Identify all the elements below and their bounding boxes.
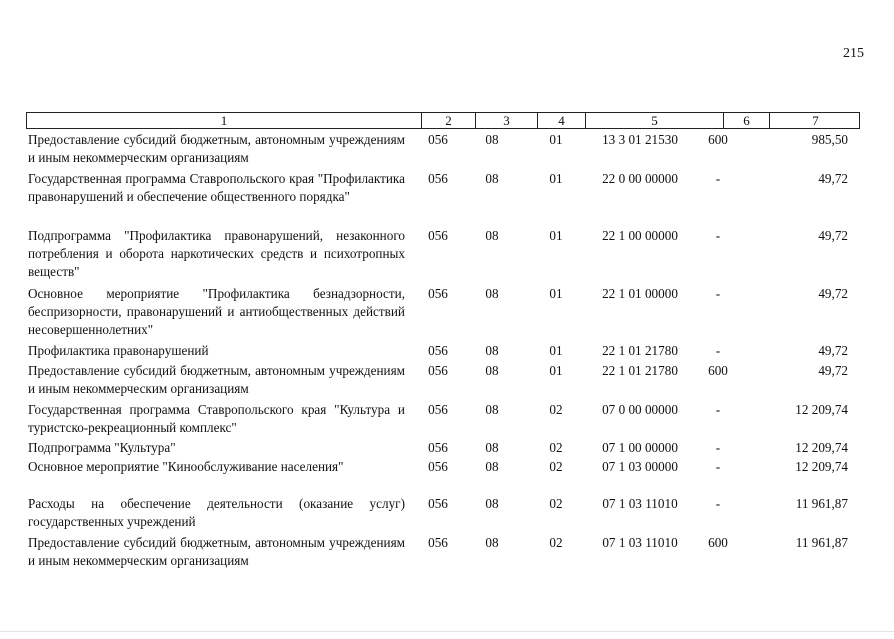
row-code-section: 08 [485,343,499,358]
row-description: Предоставление субсидий бюджетным, автономным учреждениям и иным некоммерческим организациям [28,363,405,396]
row-code-target: 07 1 00 00000 [602,440,678,455]
row-code-target: 07 0 00 00000 [602,402,678,417]
row-code-subsection: 02 [549,402,563,417]
header-col-6: 6 [723,113,769,128]
row-code-subsection: 02 [549,535,563,550]
row-code-ministry: 056 [428,228,448,243]
row-code-expense-type: - [715,286,721,301]
row-description: Основное мероприятие "Кинообслуживание населения" [28,459,344,474]
row-code-target: 22 1 00 00000 [602,228,678,243]
row-amount: 49,72 [818,228,848,243]
row-code-expense-type: - [715,496,721,511]
header-col-1: 1 [220,113,228,128]
row-code-section: 08 [485,440,499,455]
row-code-expense-type: 600 [708,132,728,147]
row-code-ministry: 056 [428,440,448,455]
row-code-expense-type: - [715,228,721,243]
row-code-subsection: 02 [549,496,563,511]
row-code-section: 08 [485,363,499,378]
row-code-target: 22 1 01 00000 [602,286,678,301]
row-code-expense-type: 600 [708,535,728,550]
row-code-expense-type: - [715,459,721,474]
row-code-subsection: 01 [549,171,563,186]
row-code-section: 08 [485,535,499,550]
row-code-expense-type: 600 [708,363,728,378]
row-amount: 11 961,87 [795,535,848,550]
row-code-subsection: 02 [549,440,563,455]
row-code-section: 08 [485,228,499,243]
row-description: Профилактика правонарушений [28,343,209,358]
row-code-ministry: 056 [428,459,448,474]
row-code-ministry: 056 [428,171,448,186]
row-code-target: 13 3 01 21530 [602,132,678,147]
row-code-expense-type: - [715,440,721,455]
row-code-target: 07 1 03 11010 [602,496,678,511]
row-code-expense-type: - [715,402,721,417]
header-col-5: 5 [585,113,723,128]
row-code-ministry: 056 [428,286,448,301]
row-description: Расходы на обеспечение деятельности (оказание услуг) государственных учреждений [28,496,405,529]
row-code-subsection: 01 [549,286,563,301]
row-amount: 49,72 [818,343,848,358]
row-code-subsection: 01 [549,363,563,378]
header-col-7: 7 [769,113,861,128]
scan-edge [0,631,894,632]
row-code-subsection: 01 [549,132,563,147]
row-code-subsection: 01 [549,343,563,358]
header-col-3: 3 [475,113,537,128]
row-description: Предоставление субсидий бюджетным, автономным учреждениям и иным некоммерческим организациям [28,535,405,568]
row-code-target: 07 1 03 00000 [602,459,678,474]
row-code-ministry: 056 [428,535,448,550]
row-code-section: 08 [485,459,499,474]
header-col-2: 2 [421,113,475,128]
row-code-ministry: 056 [428,496,448,511]
page-number: 215 [843,46,864,61]
row-code-ministry: 056 [428,363,448,378]
table-header [26,112,860,129]
row-code-section: 08 [485,132,499,147]
row-code-section: 08 [485,286,499,301]
row-code-subsection: 01 [549,228,563,243]
row-code-target: 07 1 03 11010 [602,535,678,550]
row-code-ministry: 056 [428,402,448,417]
row-code-section: 08 [485,496,499,511]
row-description: Основное мероприятие "Профилактика безнадзорности, беспризорности, правонарушений и антиобщественных действий несовершеннолетних" [28,286,405,337]
row-code-section: 08 [485,402,499,417]
row-code-ministry: 056 [428,132,448,147]
row-amount: 49,72 [818,171,848,186]
row-code-expense-type: - [715,343,721,358]
row-description: Подпрограмма "Культура" [28,440,176,455]
row-amount: 11 961,87 [795,496,848,511]
row-description: Государственная программа Ставропольского края "Культура и туристско-рекреационный комплекс" [28,402,405,435]
row-code-target: 22 1 01 21780 [602,363,678,378]
row-code-target: 22 1 01 21780 [602,343,678,358]
row-code-target: 22 0 00 00000 [602,171,678,186]
row-description: Подпрограмма "Профилактика правонарушений, незаконного потребления и оборота наркотических средств и психотропных веществ" [28,228,405,279]
row-description: Государственная программа Ставропольского края "Профилактика правонарушений и обеспечение общественного порядка" [28,171,405,204]
row-amount: 12 209,74 [795,402,848,417]
row-amount: 12 209,74 [795,459,848,474]
row-code-subsection: 02 [549,459,563,474]
row-amount: 49,72 [818,363,848,378]
row-description: Предоставление субсидий бюджетным, автономным учреждениям и иным некоммерческим организациям [28,132,405,165]
header-col-4: 4 [537,113,585,128]
row-code-expense-type: - [715,171,721,186]
row-code-ministry: 056 [428,343,448,358]
row-amount: 12 209,74 [795,440,848,455]
row-amount: 985,50 [811,132,848,147]
row-code-section: 08 [485,171,499,186]
row-amount: 49,72 [818,286,848,301]
